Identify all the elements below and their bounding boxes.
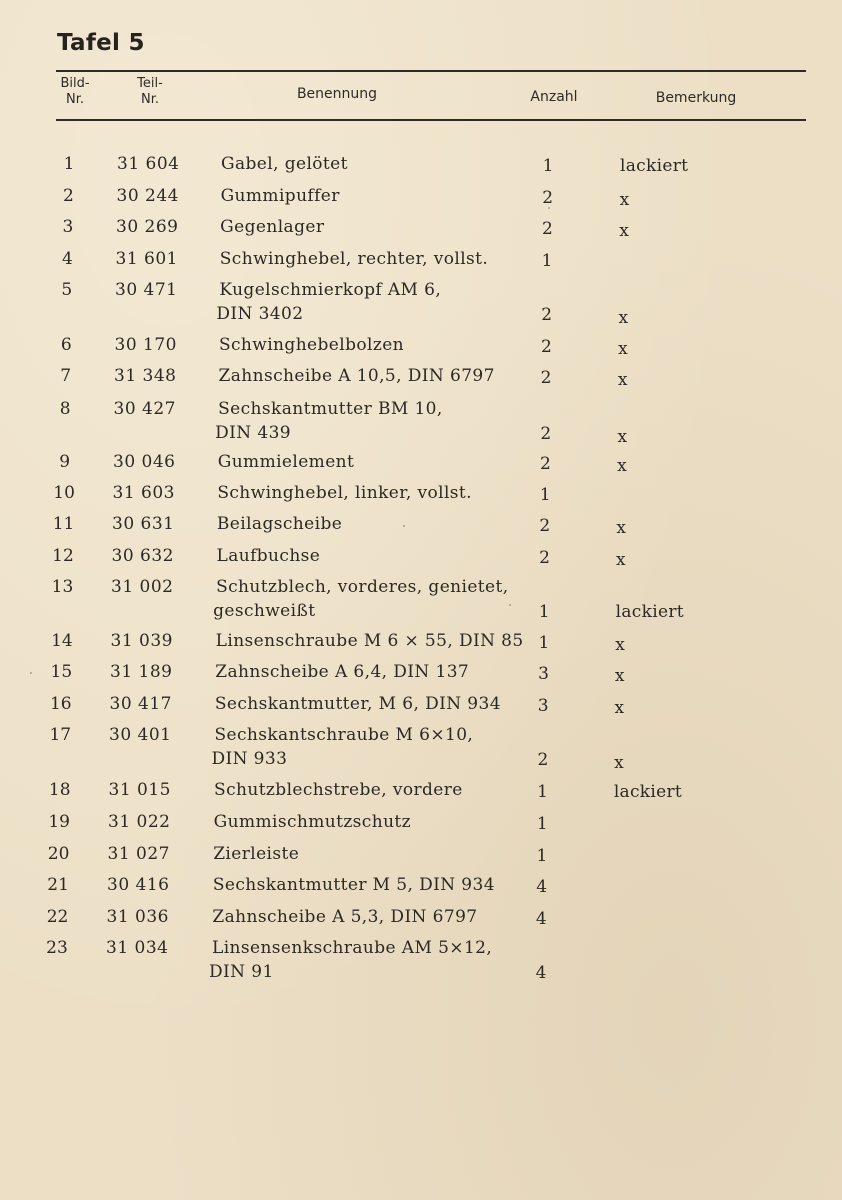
benennung-cell: Gummischmutzschutz	[213, 812, 412, 832]
header-teil-line2: Nr.	[140, 92, 159, 107]
bild-nr-cell: 9	[59, 452, 71, 472]
anzahl-cell: 1	[538, 633, 550, 653]
bild-nr-cell: 12	[52, 546, 74, 566]
teil-nr-cell: 31 348	[114, 366, 177, 386]
page-title: Tafel 5	[57, 30, 145, 56]
bemerkung-cell: x	[617, 370, 628, 390]
anzahl-cell: 1	[542, 156, 554, 176]
benennung-cell: Zierleiste	[213, 844, 300, 864]
anzahl-cell: 2	[542, 188, 554, 208]
teil-nr-cell: 31 601	[115, 249, 178, 269]
anzahl-cell: 1	[537, 782, 548, 802]
anzahl-cell: 3	[537, 696, 549, 716]
bemerkung-cell: x	[614, 666, 625, 686]
bild-nr-cell: 19	[48, 812, 70, 832]
paper-speck	[509, 604, 511, 606]
teil-nr-cell: 31 603	[112, 483, 175, 503]
benennung-cell: Schwinghebelbolzen	[218, 335, 404, 355]
bild-nr-cell: 14	[51, 631, 73, 651]
header-bild-line1: Bild-	[60, 76, 90, 91]
bemerkung-cell: x	[619, 190, 630, 210]
bemerkung-cell: lackiert	[613, 782, 683, 802]
anzahl-cell: 4	[535, 963, 547, 983]
bild-nr-cell: 17	[49, 725, 72, 745]
teil-nr-cell: 31 022	[108, 812, 171, 832]
benennung-cell: geschweißt	[213, 601, 316, 621]
benennung-cell: Schutzblechstrebe, vordere	[214, 780, 463, 800]
anzahl-cell: 2	[541, 219, 553, 239]
anzahl-cell: 1	[538, 602, 550, 622]
benennung-cell: Kugelschmierkopf AM 6,	[219, 280, 442, 300]
teil-nr-cell: 31 604	[117, 154, 180, 174]
paper-speck	[548, 207, 550, 209]
teil-nr-cell: 31 027	[107, 844, 170, 864]
bild-nr-cell: 5	[61, 280, 73, 300]
teil-nr-cell: 30 046	[113, 452, 176, 472]
header-bild-line2: Nr.	[65, 92, 84, 107]
benennung-cell: Gabel, gelötet	[221, 154, 348, 174]
benennung-cell: Schutzblech, vorderes, genietet,	[216, 577, 509, 597]
bild-nr-cell: 21	[47, 875, 69, 895]
benennung-cell: Sechskantmutter, M 6, DIN 934	[214, 694, 501, 714]
teil-nr-cell: 30 170	[114, 335, 177, 355]
header-anzahl: Anzahl	[530, 89, 578, 105]
benennung-cell: Gegenlager	[220, 217, 325, 237]
bemerkung-cell: lackiert	[620, 156, 689, 176]
benennung-cell: Zahnscheibe A 5,3, DIN 6797	[212, 907, 478, 927]
teil-nr-cell: 30 416	[107, 875, 170, 895]
bemerkung-cell: x	[614, 753, 625, 773]
bemerkung-cell: x	[614, 698, 625, 718]
anzahl-cell: 1	[539, 485, 551, 505]
bild-nr-cell: 22	[46, 907, 69, 927]
teil-nr-cell: 30 632	[111, 546, 174, 566]
anzahl-cell: 2	[540, 424, 552, 444]
anzahl-cell: 2	[541, 305, 553, 325]
benennung-cell: Schwinghebel, linker, vollst.	[217, 483, 472, 503]
bemerkung-cell: lackiert	[615, 602, 684, 622]
bild-nr-cell: 6	[60, 335, 72, 355]
teil-nr-cell: 30 631	[112, 514, 175, 534]
anzahl-cell: 2	[539, 516, 551, 536]
bemerkung-cell: x	[616, 518, 627, 538]
bild-nr-cell: 7	[60, 366, 72, 386]
benennung-cell: DIN 439	[215, 423, 291, 443]
benennung-cell: Sechskantmutter M 5, DIN 934	[212, 875, 495, 895]
header-benennung: Benennung	[296, 86, 378, 102]
anzahl-cell: 1	[541, 251, 553, 271]
teil-nr-cell: 31 036	[106, 907, 169, 927]
teil-nr-cell: 30 401	[109, 725, 172, 745]
bemerkung-cell: x	[619, 221, 630, 241]
benennung-cell: Laufbuchse	[216, 546, 321, 566]
benennung-cell: Gummipuffer	[220, 186, 340, 206]
anzahl-cell: 4	[535, 909, 547, 929]
anzahl-cell: 3	[538, 664, 549, 684]
anzahl-cell: 2	[537, 750, 549, 770]
paper-speck	[403, 525, 405, 527]
header-bemerkung: Bemerkung	[655, 90, 737, 106]
bild-nr-cell: 16	[49, 694, 72, 714]
benennung-cell: Schwinghebel, rechter, vollst.	[219, 249, 489, 269]
bild-nr-cell: 3	[62, 217, 74, 237]
benennung-cell: Zahnscheibe A 6,4, DIN 137	[215, 662, 470, 682]
benennung-cell: Linsenschraube M 6 × 55, DIN 85	[215, 631, 524, 651]
benennung-cell: Zahnscheibe A 10,5, DIN 6797	[218, 366, 495, 386]
teil-nr-cell: 30 244	[116, 186, 179, 206]
bild-nr-cell: 18	[48, 780, 71, 800]
bemerkung-cell: x	[615, 635, 626, 655]
anzahl-cell: 2	[539, 548, 550, 568]
benennung-cell: DIN 91	[209, 962, 274, 982]
paper-speck	[30, 672, 32, 674]
teil-nr-cell: 31 002	[111, 577, 174, 597]
bild-nr-cell: 20	[47, 844, 70, 864]
teil-nr-cell: 31 034	[106, 938, 169, 958]
benennung-cell: Sechskantmutter BM 10,	[218, 399, 443, 419]
bild-nr-cell: 13	[51, 577, 74, 597]
teil-nr-cell: 31 189	[110, 662, 173, 682]
anzahl-cell: 1	[536, 846, 548, 866]
teil-nr-cell: 30 471	[115, 280, 178, 300]
bild-nr-cell: 23	[46, 938, 68, 958]
benennung-cell: DIN 933	[211, 749, 288, 769]
bild-nr-cell: 4	[61, 249, 73, 269]
teil-nr-cell: 31 015	[108, 780, 171, 800]
anzahl-cell: 1	[536, 814, 548, 834]
benennung-cell: Sechskantschraube M 6×10,	[214, 725, 474, 745]
benennung-cell: Linsensenkschraube AM 5×12,	[212, 938, 493, 958]
bemerkung-cell: x	[617, 456, 627, 476]
bemerkung-cell: x	[616, 550, 626, 570]
teil-nr-cell: 30 427	[113, 399, 176, 419]
teil-nr-cell: 30 417	[109, 694, 172, 714]
bild-nr-cell: 2	[63, 186, 74, 206]
bild-nr-cell: 8	[59, 399, 71, 419]
anzahl-cell: 4	[536, 877, 548, 897]
bemerkung-cell: x	[618, 308, 629, 328]
benennung-cell: Beilagscheibe	[216, 514, 343, 534]
bild-nr-cell: 10	[53, 483, 75, 503]
bemerkung-cell: x	[618, 339, 629, 359]
benennung-cell: Gummielement	[217, 452, 355, 472]
bemerkung-cell: x	[617, 427, 628, 447]
benennung-cell: DIN 3402	[216, 304, 304, 324]
teil-nr-cell: 31 039	[110, 631, 173, 651]
anzahl-cell: 2	[540, 337, 552, 357]
anzahl-cell: 2	[540, 454, 551, 474]
bild-nr-cell: 15	[50, 662, 73, 682]
teil-nr-cell: 30 269	[116, 217, 179, 237]
bild-nr-cell: 1	[63, 154, 75, 174]
anzahl-cell: 2	[540, 368, 552, 388]
header-teil-line1: Teil-	[137, 76, 163, 91]
bild-nr-cell: 11	[52, 514, 75, 534]
